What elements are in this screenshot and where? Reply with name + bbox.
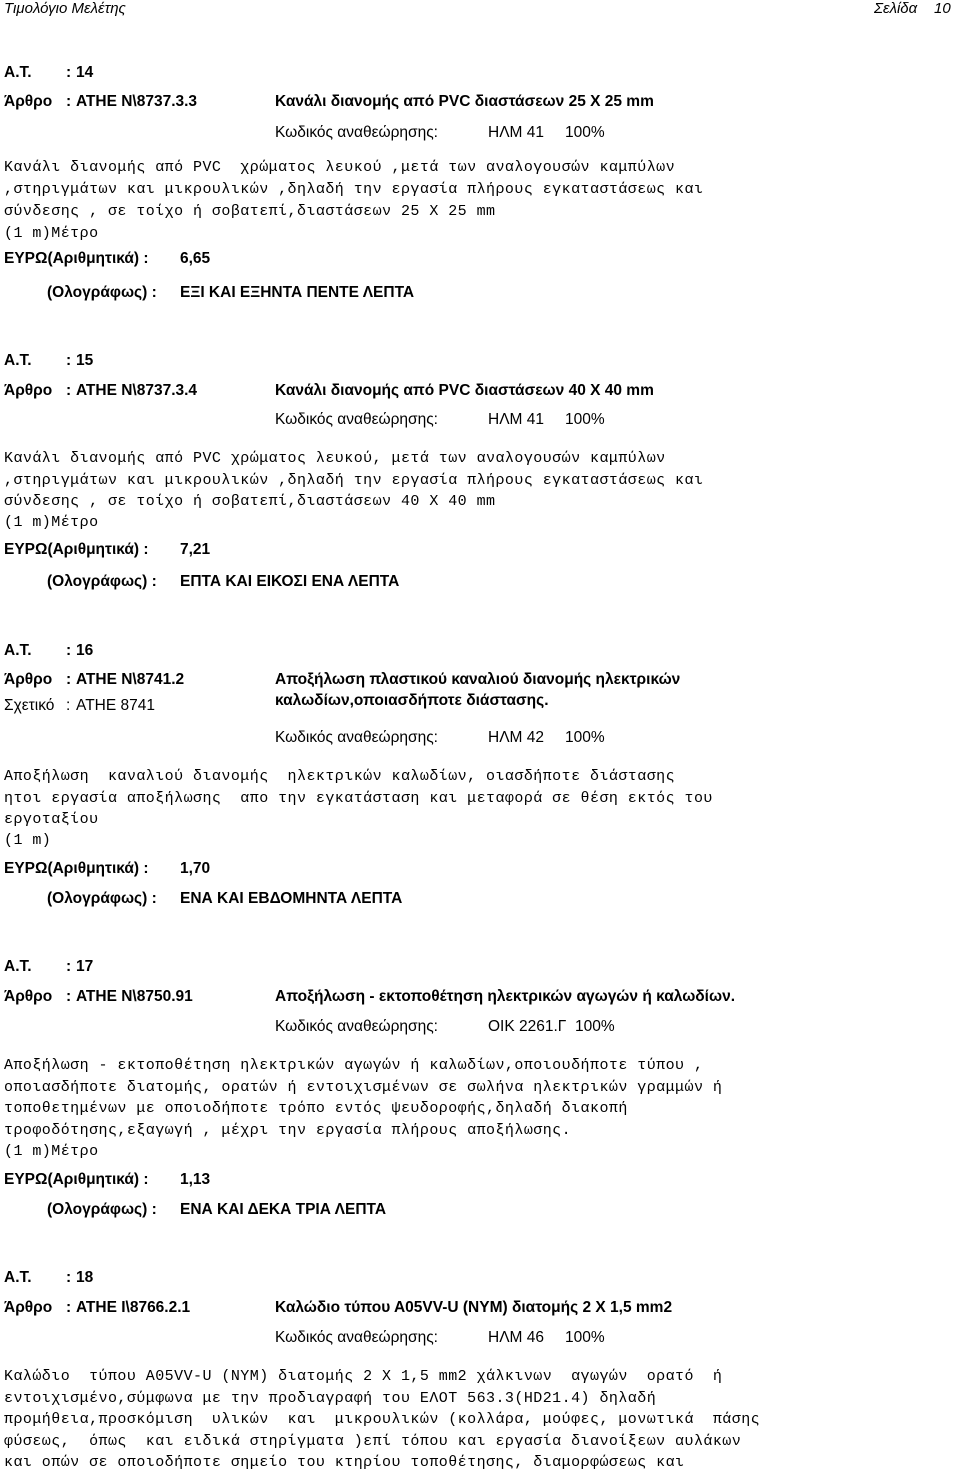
document-title: Τιμολόγιο Μελέτης [4, 0, 126, 17]
item-title-line: Καλώδιο τύπου Α05VV-U (ΝΥΜ) διατομής 2 Χ 1,5 mm2 [275, 1299, 673, 1316]
at-colon: : [66, 958, 72, 975]
revision-code: ΗΛΜ 41 [488, 124, 545, 141]
description-line: σύνδεσης , σε τοίχο ή σοβατεπί,διαστάσεων 40 Χ 40 mm [4, 493, 496, 510]
at-colon: : [66, 1269, 72, 1286]
revision-code-label: Κωδικός αναθεώρησης: [275, 1018, 438, 1035]
at-label: Α.Τ. [4, 352, 32, 369]
item-title-line: Αποξήλωση πλαστικού καναλιού διανομής ηλεκτρικών [275, 671, 681, 688]
revision-code: ΗΛΜ 42 [488, 729, 545, 746]
revision-percent: 100% [565, 124, 605, 141]
ologr-value: ΕΠΤΑ ΚΑΙ ΕΙΚΟΣΙ ΕΝΑ ΛΕΠΤΑ [180, 573, 400, 590]
sxetiko-code: ΑΤΗΕ 8741 [76, 697, 155, 714]
revision-code: ΗΛΜ 41 [488, 411, 545, 428]
eyro-value: 7,21 [180, 541, 211, 558]
eyro-value: 1,13 [180, 1171, 211, 1188]
revision-code-label: Κωδικός αναθεώρησης: [275, 411, 438, 428]
revision-code-label: Κωδικός αναθεώρησης: [275, 729, 438, 746]
ologr-label: (Ολογράφως) : [47, 573, 157, 590]
page-number: 10 [934, 0, 951, 17]
at-number: 18 [76, 1269, 94, 1286]
description-line: τροφοδότησης,εξαγωγή , μέχρι την εργασία πλήρους αποξήλωσης. [4, 1122, 572, 1139]
revision-percent: 100% [565, 411, 605, 428]
revision-code: ΟΙΚ 2261.Γ [488, 1018, 567, 1035]
at-label: Α.Τ. [4, 64, 32, 81]
revision-code: ΗΛΜ 46 [488, 1329, 545, 1346]
description-line: φύσεως, όπως και ειδικά στηρίγματα )επί τόπου και εργασία διανοίξεων αυλάκων [4, 1433, 742, 1450]
eyro-label: ΕΥΡΩ(Αριθμητικά) : [4, 541, 149, 558]
at-label: Α.Τ. [4, 1269, 32, 1286]
eyro-label: ΕΥΡΩ(Αριθμητικά) : [4, 1171, 149, 1188]
description-line: Καλώδιο τύπου Α05VV-U (NYM) διατομής 2 Χ 1,5 mm2 χάλκινων αγωγών ορατό ή [4, 1368, 723, 1385]
item-title-line: Κανάλι διανομής από PVC διαστάσεων 40 Χ 40 mm [275, 382, 654, 399]
arthro-label: Άρθρο [4, 1299, 53, 1316]
description-line: εντοιχισμένο,σύμφωνα με την προδιαγραφή του ΕΛΟΤ 563.3(HD21.4) δηλαδή [4, 1390, 657, 1407]
at-number: 16 [76, 642, 94, 659]
item-title-line: Κανάλι διανομής από PVC διαστάσεων 25 Χ 25 mm [275, 93, 654, 110]
arthro-colon: : [66, 93, 72, 110]
arthro-label: Άρθρο [4, 93, 53, 110]
at-label: Α.Τ. [4, 642, 32, 659]
sxetiko-colon: : [66, 697, 71, 714]
ologr-value: ΕΞΙ ΚΑΙ ΕΞΗΝΤΑ ΠΕΝΤΕ ΛΕΠΤΑ [180, 284, 415, 301]
ologr-label: (Ολογράφως) : [47, 890, 157, 907]
arthro-colon: : [66, 671, 72, 688]
at-number: 17 [76, 958, 94, 975]
at-number: 14 [76, 64, 94, 81]
revision-percent: 100% [565, 729, 605, 746]
eyro-label: ΕΥΡΩ(Αριθμητικά) : [4, 250, 149, 267]
eyro-value: 6,65 [180, 250, 211, 267]
ologr-label: (Ολογράφως) : [47, 284, 157, 301]
description-line: προμήθεια,προσκόμιση υλικών και μικρουλικών (κολλάρα, μούφες, μονωτικά πάσης [4, 1411, 761, 1428]
ologr-value: ΕΝΑ ΚΑΙ ΔΕΚΑ ΤΡΙΑ ΛΕΠΤΑ [180, 1201, 387, 1218]
description-line: (1 m)Μέτρο [4, 1143, 99, 1160]
at-colon: : [66, 642, 72, 659]
arthro-code: ΑΤΗΕ Ι\8766.2.1 [76, 1299, 191, 1316]
arthro-colon: : [66, 988, 72, 1005]
description-line: ,στηριγμάτων και μικρουλικών ,δηλαδή την εργασία πλήρους εγκαταστάσεως και [4, 472, 704, 489]
arthro-colon: : [66, 1299, 72, 1316]
description-line: (1 m)Μέτρο [4, 514, 99, 531]
arthro-code: ΑΤΗΕ Ν\8737.3.3 [76, 93, 198, 110]
description-line: (1 m)Μέτρο [4, 225, 99, 242]
eyro-label: ΕΥΡΩ(Αριθμητικά) : [4, 860, 149, 877]
ologr-value: ΕΝΑ ΚΑΙ ΕΒΔΟΜΗΝΤΑ ΛΕΠΤΑ [180, 890, 403, 907]
description-line: Αποξήλωση - εκτοποθέτηση ηλεκτρικών αγωγών ή καλωδίων,οποιουδήποτε τύπου , [4, 1057, 704, 1074]
description-line: και οπών σε οποιοδήποτε σημείο του κτηρίου τοποθέτησης, διαμορφώσεως και [4, 1454, 685, 1471]
arthro-label: Άρθρο [4, 382, 53, 399]
item-title-line: καλωδίων,οποιασδήποτε διάστασης. [275, 692, 549, 709]
item-title-line: Αποξήλωση - εκτοποθέτηση ηλεκτρικών αγωγών ή καλωδίων. [275, 988, 736, 1005]
description-line: Κανάλι διανομής από PVC χρώματος λευκού ,μετά των αναλογουσών καμπύλων [4, 159, 676, 176]
description-line: εργοταξίου [4, 811, 99, 828]
description-line: (1 m) [4, 832, 52, 849]
arthro-label: Άρθρο [4, 988, 53, 1005]
description-line: ,στηριγμάτων και μικρουλικών ,δηλαδή την εργασία πλήρους εγκαταστάσεως και [4, 181, 704, 198]
sxetiko-label: Σχετικό [4, 697, 55, 714]
at-colon: : [66, 352, 72, 369]
description-line: σύνδεσης , σε τοίχο ή σοβατεπί,διαστάσεων 25 Χ 25 mm [4, 203, 496, 220]
at-number: 15 [76, 352, 94, 369]
description-line: Αποξήλωση καναλιού διανομής ηλεκτρικών καλωδίων, οιασδήποτε διάστασης [4, 768, 676, 785]
eyro-value: 1,70 [180, 860, 211, 877]
revision-percent: 100% [565, 1329, 605, 1346]
arthro-code: ΑΤΗΕ Ν\8741.2 [76, 671, 185, 688]
description-line: τοποθετημένων με οποιοδήποτε τρόπο εντός ψευδοροφής,δηλαδή διακοπή [4, 1100, 628, 1117]
arthro-label: Άρθρο [4, 671, 53, 688]
description-line: ητοι εργασία αποξήλωσης απο την εγκατάσταση και μεταφορά σε θέση εκτός του [4, 790, 713, 807]
at-colon: : [66, 64, 72, 81]
arthro-colon: : [66, 382, 72, 399]
revision-code-label: Κωδικός αναθεώρησης: [275, 1329, 438, 1346]
arthro-code: ΑΤΗΕ Ν\8750.91 [76, 988, 193, 1005]
description-line: οποιασδήποτε διατομής, ορατών ή εντοιχισμένων σε σωλήνα ηλεκτρικών γραμμών ή [4, 1079, 723, 1096]
ologr-label: (Ολογράφως) : [47, 1201, 157, 1218]
arthro-code: ΑΤΗΕ Ν\8737.3.4 [76, 382, 198, 399]
at-label: Α.Τ. [4, 958, 32, 975]
page-label: Σελίδα [874, 0, 918, 17]
revision-code-label: Κωδικός αναθεώρησης: [275, 124, 438, 141]
description-line: Κανάλι διανομής από PVC χρώματος λευκού, μετά των αναλογουσών καμπύλων [4, 450, 666, 467]
revision-percent: 100% [575, 1018, 615, 1035]
